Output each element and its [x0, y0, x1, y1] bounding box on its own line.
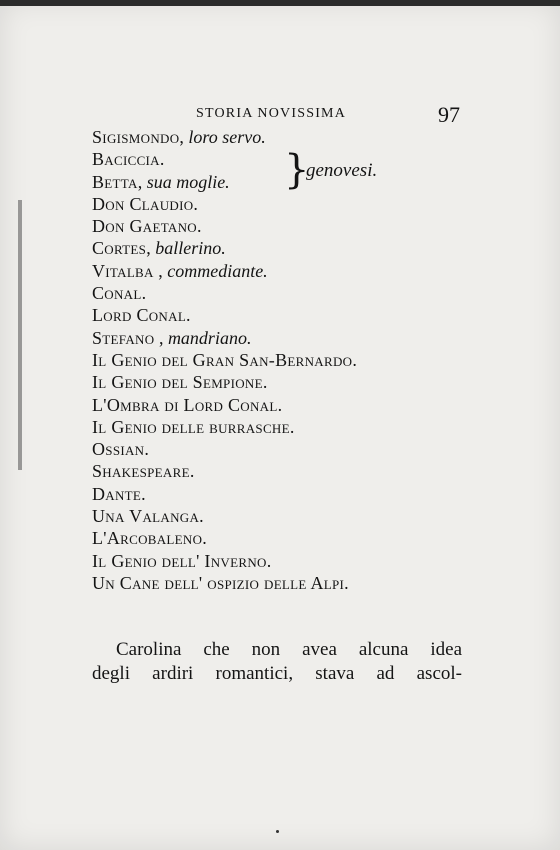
character-name: Vitalba [92, 260, 154, 281]
running-title: STORIA NOVISSIMA [196, 106, 347, 121]
cast-entry [92, 394, 472, 416]
prose-line: Carolina che non avea alcuna idea [116, 639, 462, 660]
character-name: Il Genio dell' Inverno. [92, 550, 272, 571]
character-name: Cortes [92, 238, 147, 259]
cast-entry [92, 193, 472, 215]
separator: , [154, 327, 168, 348]
page-header [0, 102, 560, 126]
character-role: sua moglie. [146, 171, 230, 192]
character-role: commediante. [167, 260, 268, 281]
character-name: Il Genio delle burrasche. [92, 416, 295, 437]
cast-entry [92, 304, 472, 326]
separator: , [153, 260, 168, 281]
binding-shadow [18, 200, 22, 470]
brace-glyph: } [284, 147, 310, 193]
character-name: Conal. [92, 283, 147, 304]
prose-line: degli ardiri romantici, stava ad ascol- [92, 663, 462, 684]
character-name: Betta [92, 171, 138, 192]
cast-entry [92, 148, 472, 170]
character-name: Ossian. [92, 439, 150, 460]
character-name: Shakespeare. [92, 461, 195, 482]
cast-entry [92, 483, 472, 505]
cast-entry [92, 572, 472, 594]
character-name: Il Genio del Sempione. [92, 372, 268, 393]
cast-entry [92, 237, 472, 259]
cast-entry [92, 171, 472, 193]
cast-entry [92, 215, 472, 237]
cast-entry [92, 126, 472, 148]
separator: , [179, 127, 189, 147]
page-number: 97 [438, 102, 460, 127]
page-top-edge [0, 0, 560, 6]
character-name: Don Claudio. [92, 193, 199, 214]
prose-paragraph [92, 638, 462, 686]
character-name: Sigismondo [92, 127, 180, 147]
character-name: Baciccia. [92, 149, 165, 170]
cast-entry [92, 260, 472, 282]
character-name: Un Cane dell' ospizio delle Alpi. [92, 572, 349, 593]
cast-entry [92, 460, 472, 482]
character-name: Una Valanga. [92, 506, 204, 527]
cast-entry [92, 371, 472, 393]
cast-list [92, 126, 472, 594]
character-name: Lord Conal. [92, 305, 191, 326]
character-name: L'Ombra di Lord Conal. [92, 394, 283, 415]
character-role: mandriano. [167, 327, 252, 348]
cast-entry [92, 527, 472, 549]
printer-mark [276, 830, 279, 833]
separator: , [146, 238, 156, 259]
character-name: Dante. [92, 483, 146, 504]
character-name: Don Gaetano. [92, 216, 202, 237]
character-role: ballerino. [155, 238, 226, 259]
cast-entry [92, 550, 472, 572]
cast-entry [92, 505, 472, 527]
cast-entry [92, 416, 472, 438]
cast-entry [92, 349, 472, 371]
character-role: loro servo. [188, 127, 266, 147]
character-name: Il Genio del Gran San-Bernardo. [92, 349, 358, 370]
cast-entry [92, 438, 472, 460]
separator: , [137, 171, 147, 192]
character-name: L'Arcobaleno. [92, 528, 208, 549]
cast-entry [92, 282, 472, 304]
bracket-role: genovesi. [306, 160, 378, 181]
cast-entry [92, 327, 472, 349]
character-name: Stefano [92, 327, 155, 348]
